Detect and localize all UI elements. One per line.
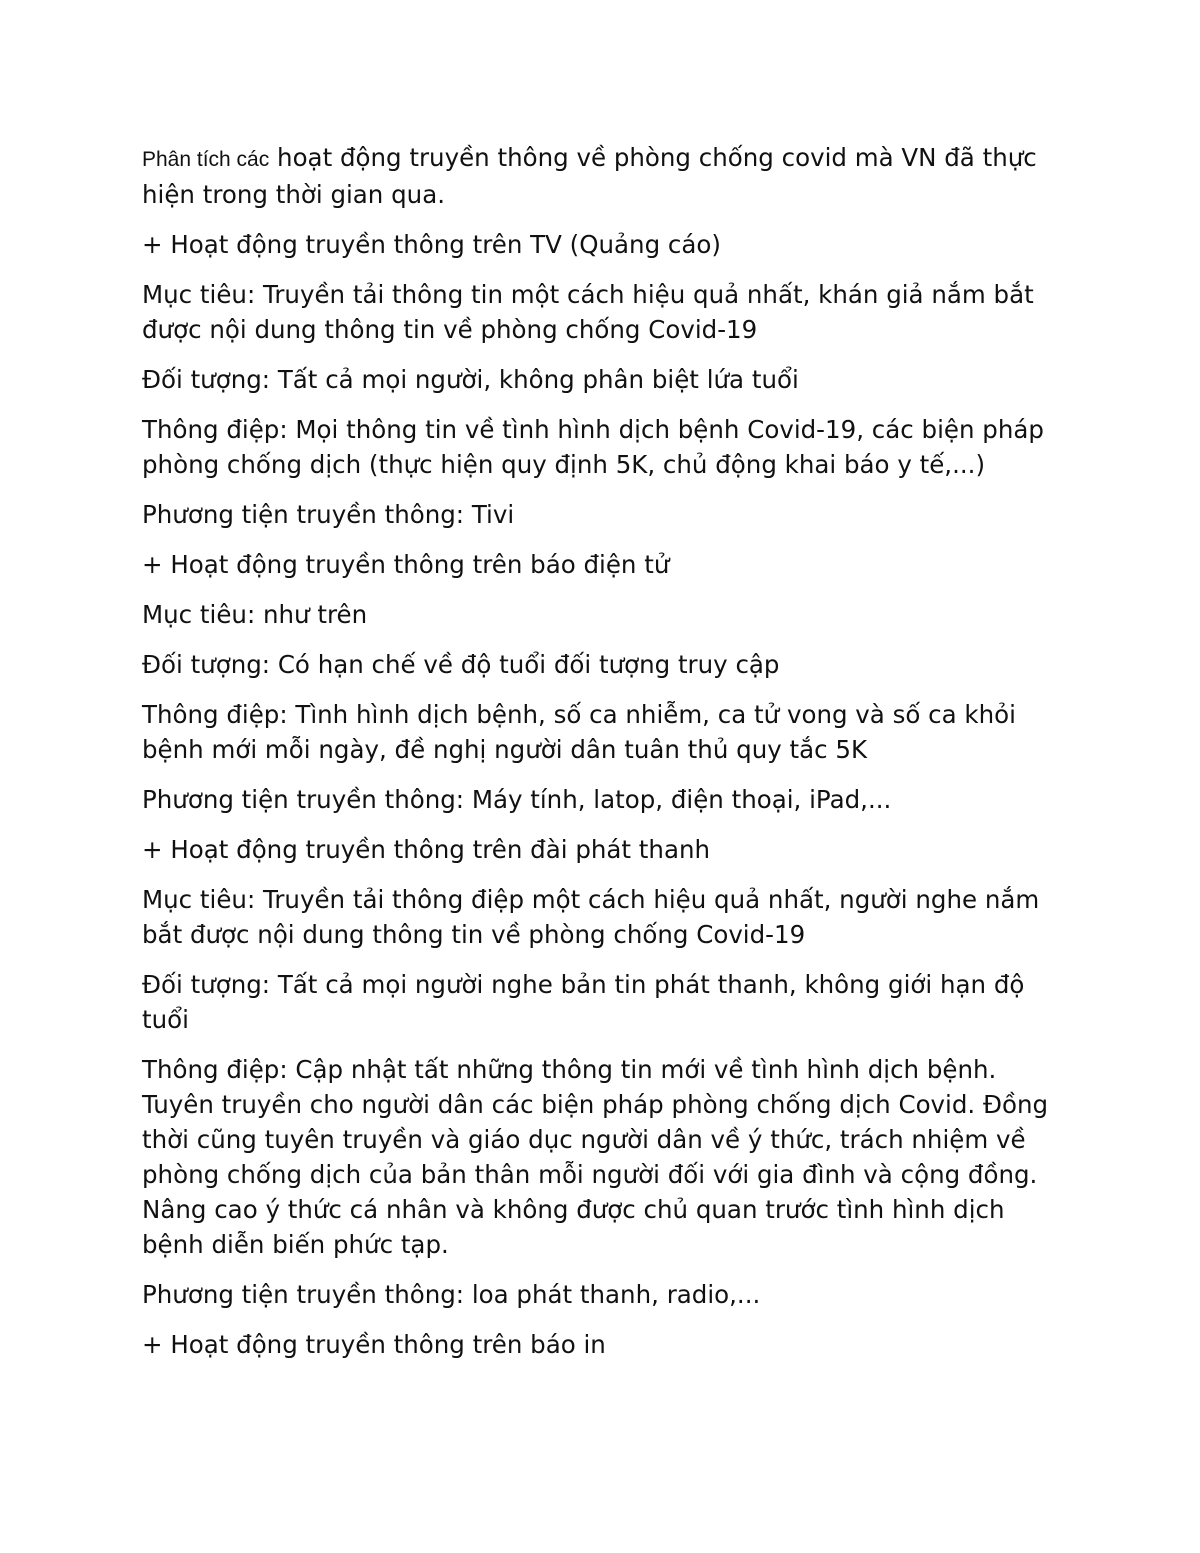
- paragraph-tv-goal: Mục tiêu: Truyền tải thông tin một cách hiệu quả nhất, khán giả nắm bắt được nội dung thông tin về phòng chống Covid-19: [142, 280, 1034, 344]
- paragraph-radio-message: Thông điệp: Cập nhật tất những thông tin mới về tình hình dịch bệnh. Tuyên truyền cho người dân các biện pháp phòng chống dịch Covid. Đồng thời cũng tuyên truyền và giáo dục người dân về ý thức, trách nhiệm về phòng chống dịch của bản thân mỗi người đối với gia đình và cộng đồng. Nâng cao ý thức cá nhân và không được chủ quan trước tình hình dịch bệnh diễn biến phức tạp.: [142, 1055, 1049, 1259]
- paragraph-radio-audience: Đối tượng: Tất cả mọi người nghe bản tin phát thanh, không giới hạn độ tuổi: [142, 970, 1025, 1034]
- paragraph-heading-radio: + Hoạt động truyền thông trên đài phát thanh: [142, 835, 711, 864]
- paragraph-online-goal: Mục tiêu: như trên: [142, 600, 368, 629]
- paragraph-title-lead: Phân tích các: [142, 148, 270, 171]
- paragraph-radio-channel: Phương tiện truyền thông: loa phát thanh, radio,...: [142, 1280, 761, 1309]
- paragraph-heading-print: + Hoạt động truyền thông trên báo in: [142, 1330, 606, 1359]
- paragraph-online-audience: Đối tượng: Có hạn chế về độ tuổi đối tượng truy cập: [142, 650, 780, 679]
- paragraph-online-channel: Phương tiện truyền thông: Máy tính, latop, điện thoại, iPad,...: [142, 785, 892, 814]
- paragraph-title-text: hoạt động truyền thông về phòng chống covid mà VN đã thực hiện trong thời gian qua.: [142, 143, 1037, 209]
- paragraph-heading-online: + Hoạt động truyền thông trên báo điện tử: [142, 550, 670, 579]
- paragraph-online-message: Thông điệp: Tình hình dịch bệnh, số ca nhiễm, ca tử vong và số ca khỏi bệnh mới mỗi ngày, đề nghị người dân tuân thủ quy tắc 5K: [142, 700, 1016, 764]
- paragraph-heading-tv: + Hoạt động truyền thông trên TV (Quảng cáo): [142, 230, 721, 259]
- paragraph-title: [142, 140, 1072, 212]
- paragraph-tv-channel: Phương tiện truyền thông: Tivi: [142, 500, 515, 529]
- paragraph-tv-audience: Đối tượng: Tất cả mọi người, không phân biệt lứa tuổi: [142, 365, 799, 394]
- paragraph-tv-message: Thông điệp: Mọi thông tin về tình hình dịch bệnh Covid-19, các biện pháp phòng chống dịch (thực hiện quy định 5K, chủ động khai báo y tế,...): [142, 415, 1044, 479]
- document-body: [142, 140, 1072, 1377]
- paragraph-radio-goal: Mục tiêu: Truyền tải thông điệp một cách hiệu quả nhất, người nghe nắm bắt được nội dung thông tin về phòng chống Covid-19: [142, 885, 1040, 949]
